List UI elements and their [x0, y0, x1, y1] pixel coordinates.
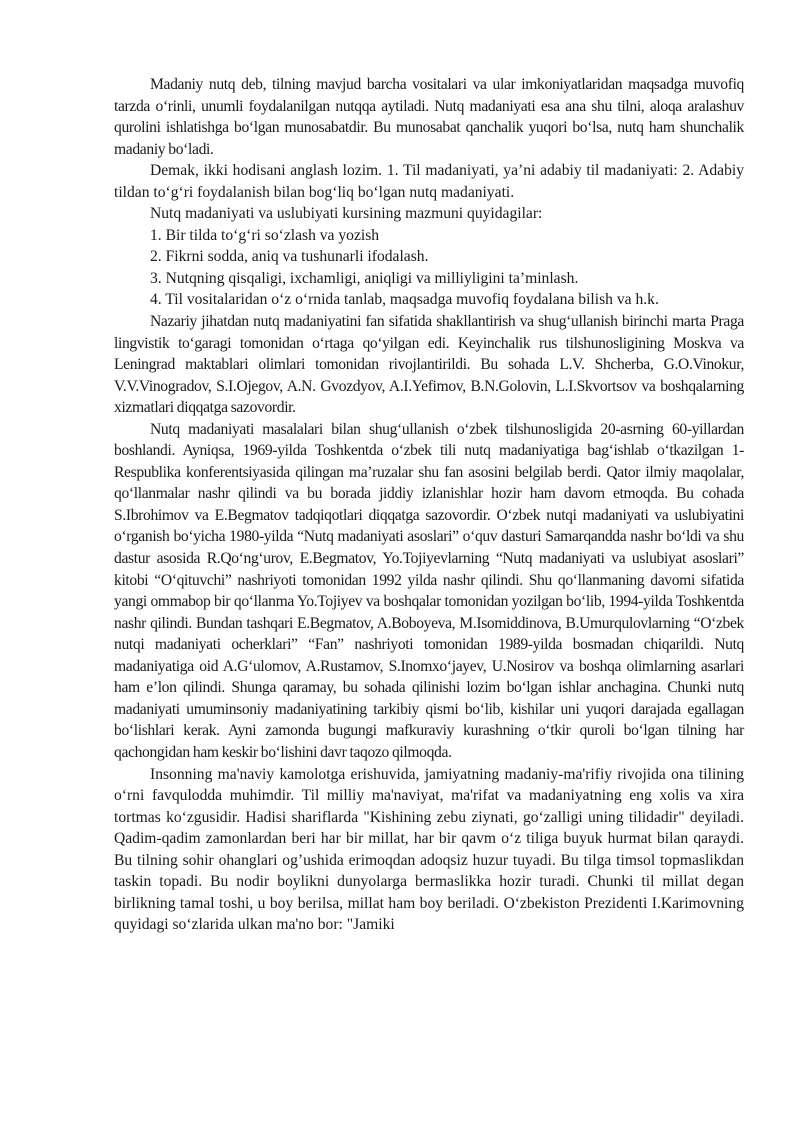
paragraph-kurs-mazmuni: Nutq madaniyati va uslubiyati kursining mazmuni quyidagilar:: [150, 205, 543, 223]
paragraph-madaniy-nutq: Madaniy nutq deb, tilning mavjud barcha vositalari va ular imkoniyatlaridan maqsadga muvofiq tarzda o‘rinli, unumli foydalanilgan nutqqa aytiladi. Nutq madaniyati esa ana shu tilni, aloqa aralashuv qurolini ishlatishga bo‘lgan munosabatdir. Bu munosabat qanchalik yuqori bo‘lsa, nutq ham shunchalik madaniy bo‘ladi.: [114, 76, 744, 158]
list-item: 3. Nutqning qisqaligi, ixchamligi, aniqligi va milliyligini ta’minlash.: [150, 269, 579, 287]
list-item: 2. Fikrni sodda, aniq va tushunarli ifodalash.: [150, 248, 429, 266]
paragraph-ozbek-tilshunosligi: Nutq madaniyati masalalari bilan shug‘ullanish o‘zbek tilshunosligida 20-asrning 60-yillardan boshlandi. Ayniqsa, 1969-yilda Toshkentda o‘zbek tili nutq madaniyatiga bag‘ishlab o‘tkazilgan 1-Respublika konferentsiyasida qilingan ma’ruzalar shu fan asosini belgilab berdi. Qator ilmiy maqolalar, qo‘llanmalar nashr qilindi va bu borada jiddiy izlanishlar hozir ham davom etmoqda. Bu cohada S.Ibrohimov va E.Begmatov tadqiqotlari diqqatga sazovordir. O‘zbek nutqi madaniyati va uslubiyatini o‘rganish bo‘yicha 1980-yilda “Nutq madaniyati asoslari” o‘quv dasturi Samarqandda nashr bo‘ldi va shu dastur asosida R.Qo‘ng‘urov, E.Begmatov, Yo.Tojiyevlarning “Nutq madaniyati va uslubiyat asoslari” kitobi “O‘qituvchi” nashriyoti tomonidan 1992 yilda nashr qilindi. Shu qo‘llanmaning davomi sifatida yangi ommabop bir qo‘llanma Yo.Tojiyev va boshqalar tomonidan yozilgan bo‘lib, 1994-yilda Toshkentda nashr qilindi. Bundan tashqari E.Begmatov, A.Boboyeva, M.Isomiddinova, B.Umurqulovlarning “O‘zbek nutqi madaniyati ocherklari” “Fan” nashriyoti tomonidan 1989-yilda bosmadan chiqarildi. Nutq madaniyatiga oid A.G‘ulomov, A.Rustamov, S.Inomxo‘jayev, U.Nosirov va boshqa olimlarning asarlari ham e’lon qilindi. Shunga qaramay, bu sohada qilinishi lozim bo‘lgan ishlar anchagina. Chunki nutq madaniyati umuminsoniy madaniyatining tarkibiy qismi bo‘lib, kishilar uni yuqori darajada egallagan bo‘lishlari kerak. Ayni zamonda bugungi mafkuraviy kurashning o‘tkir quroli bo‘lgan tilning har qachongidan ham keskir bo‘lishini davr taqozo qilmoqda.: [114, 420, 744, 761]
list-item: 1. Bir tilda to‘g‘ri so‘zlash va yozish: [150, 226, 380, 244]
paragraph-demak: Demak, ikki hodisani anglash lozim. 1. Til madaniyati, ya’ni adabiy til madaniyati: 2. Adabiy tildan to‘g‘ri foydalanish bilan bog‘liq bo‘lgan nutq madaniyati.: [114, 162, 744, 201]
list-item: 4. Til vositalaridan o‘z o‘rnida tanlab, maqsadga muvofiq foydalana bilish va h.k.: [150, 291, 659, 309]
paragraph-nazariy: Nazariy jihatdan nutq madaniyatini fan sifatida shakllantirish va shug‘ullanish birinchi marta Praga lingvistik to‘garagi tomonidan o‘rtaga qo‘yilgan edi. Keyinchalik rus tilshunosligining Moskva va Leningrad maktablari olimlari tomonidan rivojlantirildi. Bu sohada L.V. Shcherba, G.O.Vinokur, V.V.Vinogradov, S.I.Ojegov, A.N. Gvozdyov, A.I.Yefimov, B.N.Golovin, L.I.Skvortsov va boshqalarning xizmatlari diqqatga sazovordir.: [114, 313, 744, 417]
paragraph-insonning: Insonning ma'naviy kamolotga erishuvida, jamiyatning madaniy-ma'rifiy rivojida ona tilining o‘rni favqulodda muhimdir. Til milliy ma'naviyat, ma'rifat va madaniyatning eng xolis va xira tortmas ko‘zgusidir. Hadisi shariflarda "Kishining zebu ziynati, go‘zalligi uning tilidadir" deyiladi. Qadim-qadim zamonlardan beri har bir millat, har bir qavm o‘z tiliga buyuk hurmat bilan qaraydi. Bu tilning sohir ohanglari og’ushida erimoqdan adoqsiz huzur tuyadi. Bu tilga timsol topmaslikdan taskin topadi. Bu nodir boylikni dunyolarga bermaslikka hozir turadi. Chunki til millat degan birlikning tamal toshi, u boy berilsa, millat ham boy beriladi. O‘zbekiston Prezidenti I.Karimovning quyidagi so‘zlarida ulkan ma'no bor: "Jamiki: [114, 765, 744, 934]
